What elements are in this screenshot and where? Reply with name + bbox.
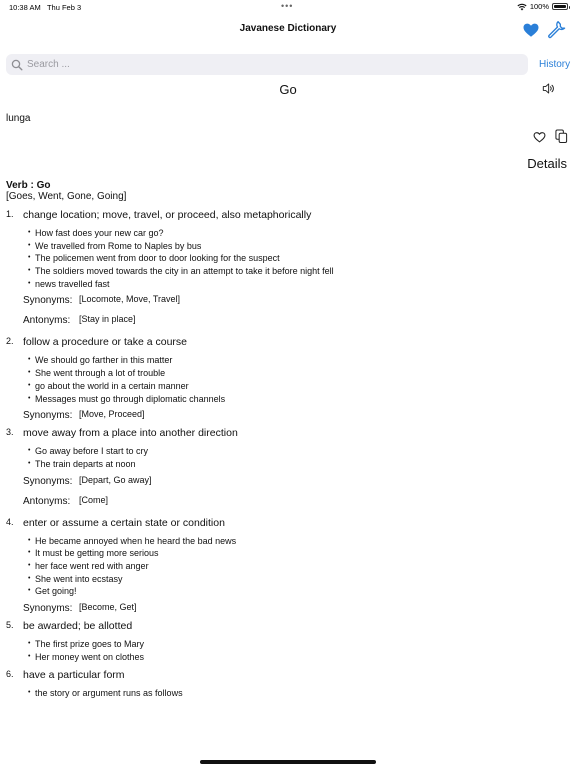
sense-item	[6, 517, 566, 618]
synonyms-value[interactable]: [Depart, Go away]	[79, 474, 152, 485]
example-item: • We travelled from Rome to Naples by bus	[28, 240, 566, 253]
sense-definition: change location; move, travel, or proceed, also metaphorically	[23, 209, 312, 221]
app-title: Javanese Dictionary	[239, 23, 337, 34]
search-bar[interactable]	[6, 54, 528, 75]
multitask-dots[interactable]: •••	[281, 1, 294, 11]
wifi-icon	[517, 3, 527, 11]
example-item: • Get going!	[28, 585, 566, 598]
sense-definition: be awarded; be allotted	[23, 620, 133, 632]
sense-definition: enter or assume a certain state or condition	[23, 516, 225, 529]
heart-icon[interactable]	[522, 21, 540, 39]
status-indicators	[517, 2, 568, 11]
status-time-text: 10:38 AM	[9, 3, 41, 12]
synonyms-value[interactable]: [Move, Proceed]	[79, 409, 145, 420]
speaker-icon[interactable]	[542, 82, 556, 95]
battery-percent: 100%	[529, 2, 549, 11]
sense-definition: have a particular form	[23, 669, 125, 682]
sense-number: 1.	[6, 209, 14, 219]
example-item: • Messages must go through diplomatic channels	[28, 393, 566, 406]
home-indicator[interactable]	[200, 760, 376, 764]
example-list	[28, 227, 566, 290]
sense-number: 6.	[6, 669, 14, 680]
search-icon	[11, 59, 23, 71]
synonyms-row	[6, 405, 566, 425]
search-input[interactable]	[27, 59, 507, 70]
example-item: • the story or argument runs as follows	[28, 687, 566, 700]
synonyms-row	[6, 598, 566, 618]
synonyms-label: Synonyms:	[23, 295, 73, 307]
details-section	[6, 180, 566, 700]
example-item: • news travelled fast	[28, 278, 566, 291]
sense-number: 2.	[6, 336, 14, 347]
search-row	[0, 54, 576, 76]
sense-number: 5.	[6, 620, 14, 630]
favorite-outline-icon[interactable]	[533, 131, 546, 143]
translation-text: lunga	[6, 113, 31, 124]
history-button[interactable]: History	[539, 59, 571, 70]
sense-definition: move away from a place into another direction	[23, 427, 238, 440]
synonyms-row	[6, 471, 566, 491]
copy-icon[interactable]	[555, 129, 568, 144]
example-list	[28, 638, 566, 663]
antonyms-value[interactable]: [Stay in place]	[79, 314, 136, 325]
antonyms-row	[6, 491, 566, 511]
example-item: • her face went red with anger	[28, 560, 566, 573]
status-date-text: Thu Feb 3	[46, 3, 82, 12]
sense-item	[6, 336, 566, 425]
antonyms-label: Antonyms:	[23, 315, 71, 327]
example-list	[28, 445, 566, 470]
example-item: • It must be getting more serious	[28, 547, 566, 560]
example-list	[28, 535, 566, 598]
synonyms-value[interactable]: [Become, Get]	[79, 602, 137, 612]
status-bar	[0, 0, 576, 14]
example-item: • The first prize goes to Mary	[28, 638, 566, 651]
sense-item	[6, 669, 566, 700]
antonyms-row	[6, 310, 566, 330]
word-title: Go	[279, 82, 297, 97]
word-forms: [Goes, Went, Gone, Going]	[6, 191, 127, 202]
example-item: • The train departs at noon	[28, 458, 566, 471]
sense-number: 4.	[6, 516, 14, 527]
status-time	[9, 3, 81, 12]
sense-definition: follow a procedure or take a course	[23, 336, 188, 349]
details-heading: Details	[527, 156, 567, 171]
example-list	[28, 354, 566, 405]
synonyms-label: Synonyms:	[23, 603, 73, 614]
antonyms-label: Antonyms:	[23, 495, 71, 507]
part-of-speech: Verb : Go	[6, 180, 51, 191]
example-item: • The policemen went from door to door looking for the suspect	[28, 252, 566, 265]
synonyms-value[interactable]: [Locomote, Move, Travel]	[79, 294, 181, 305]
example-item: • He became annoyed when he heard the bad news	[28, 535, 566, 548]
example-item: • Go away before I start to cry	[28, 445, 566, 458]
example-item: • The soldiers moved towards the city in an attempt to take it before night fell	[28, 265, 566, 278]
sense-number: 3.	[6, 427, 14, 438]
sense-item	[6, 427, 566, 510]
example-item: • go about the world in a certain manner	[28, 380, 566, 393]
example-list	[28, 687, 566, 700]
synonyms-row	[6, 290, 566, 310]
battery-icon	[552, 3, 568, 10]
sense-item	[6, 620, 566, 663]
example-item: • How fast does your new car go?	[28, 227, 566, 240]
example-item: • She went into ecstasy	[28, 573, 566, 586]
wrench-icon[interactable]	[546, 19, 566, 39]
synonyms-label: Synonyms:	[23, 475, 73, 487]
example-item: • We should go farther in this matter	[28, 354, 566, 367]
synonyms-label: Synonyms:	[23, 410, 73, 422]
antonyms-value[interactable]: [Come]	[79, 494, 109, 505]
example-item: • Her money went on clothes	[28, 651, 566, 664]
navigation-bar	[0, 14, 576, 48]
sense-item	[6, 209, 566, 330]
example-item: • She went through a lot of trouble	[28, 367, 566, 380]
